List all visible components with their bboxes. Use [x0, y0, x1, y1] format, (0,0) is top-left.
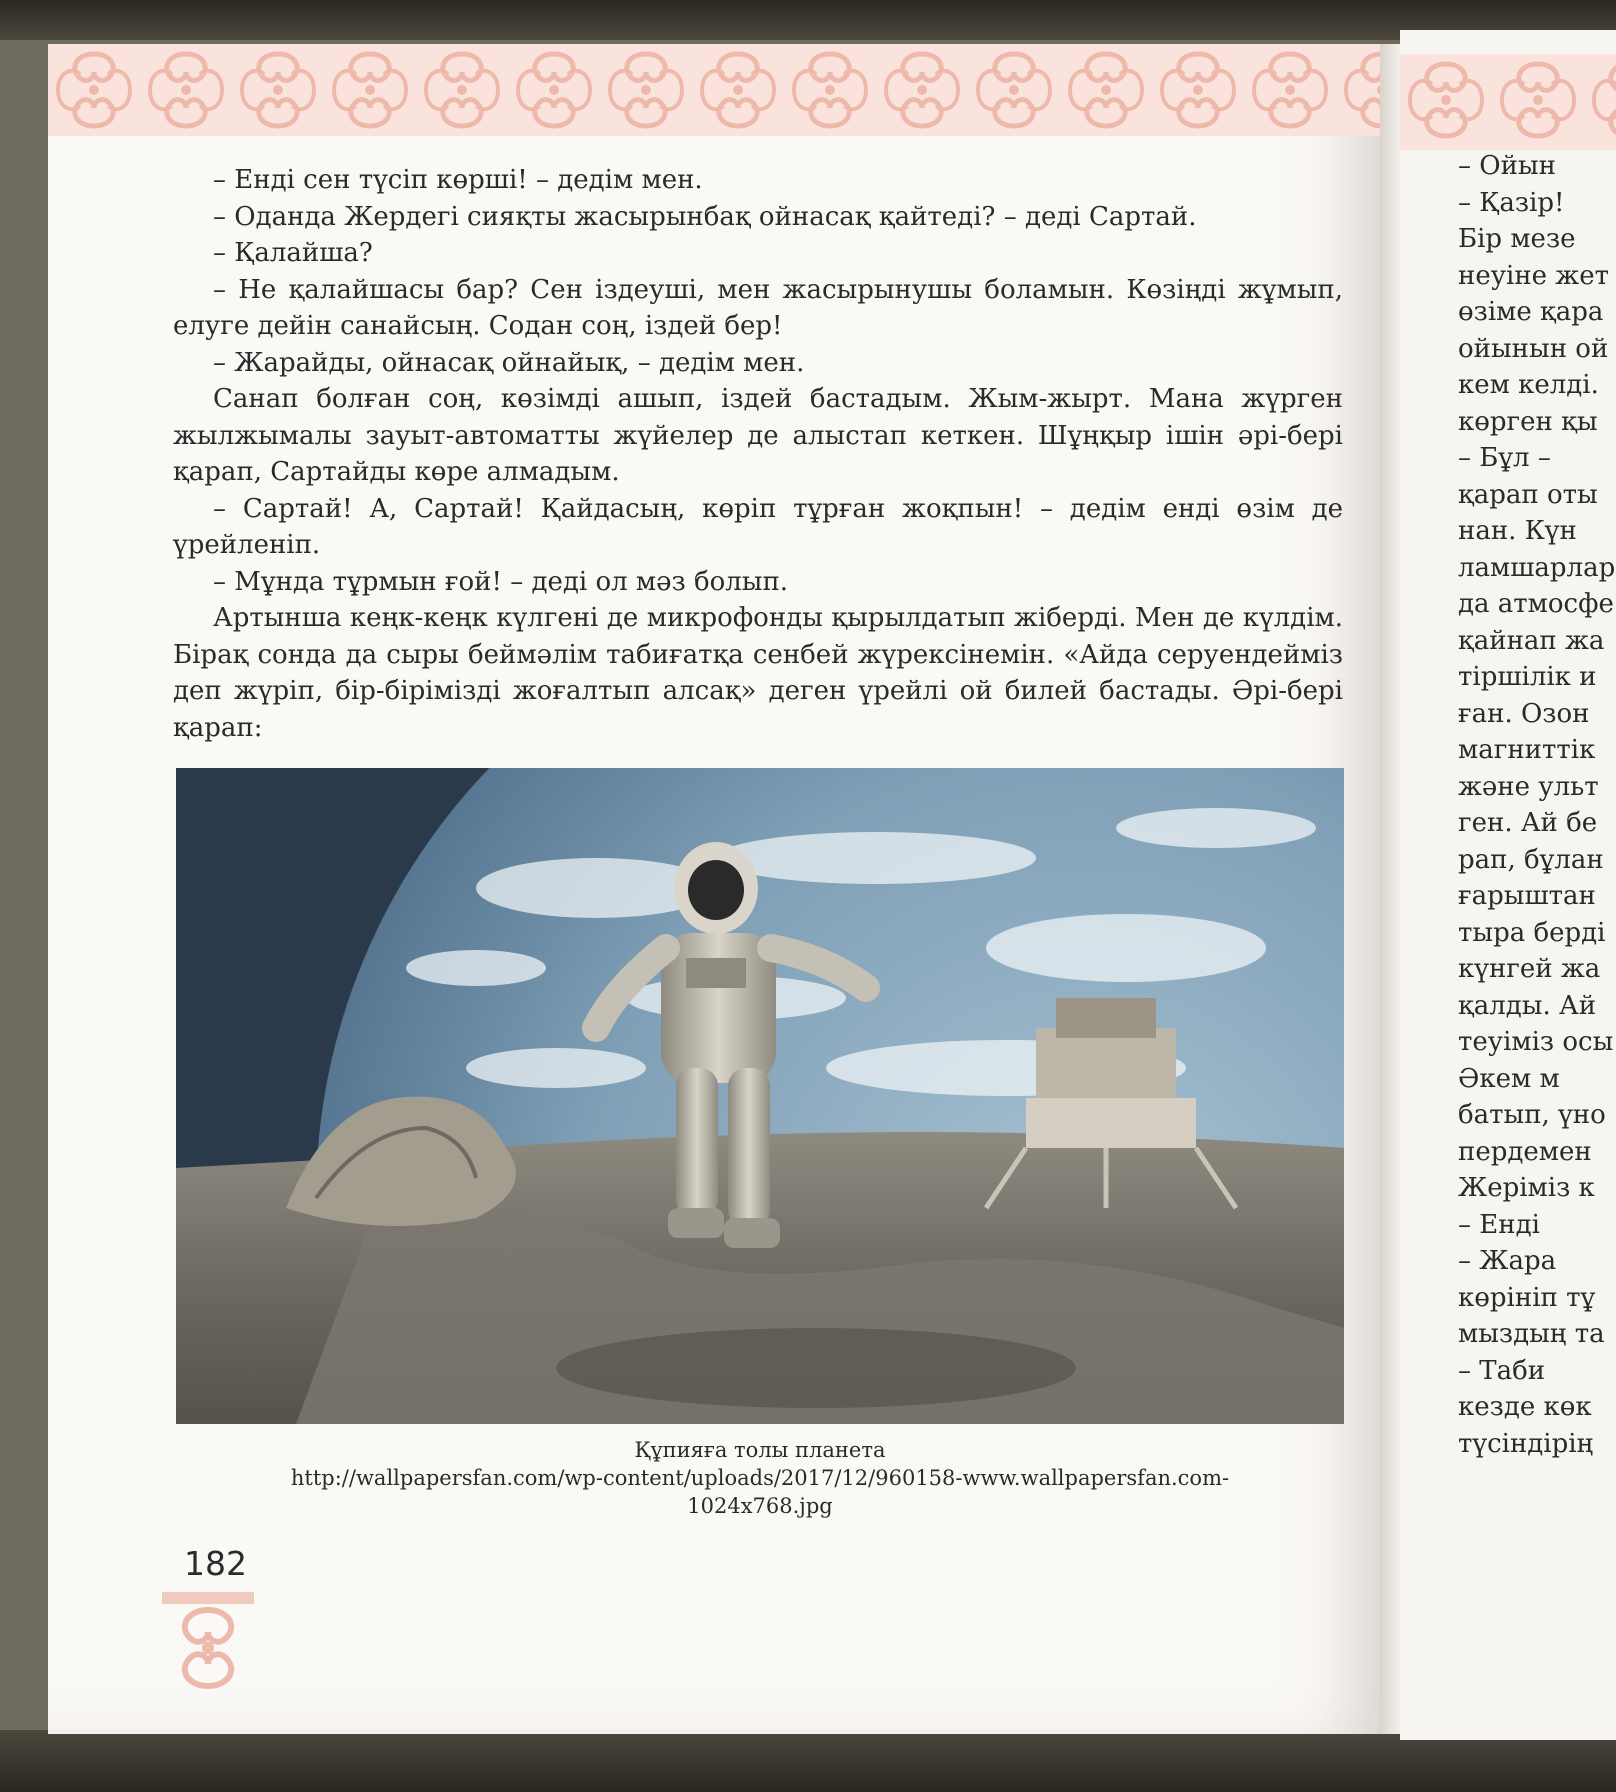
text-line: кем келді.: [1458, 370, 1599, 400]
text-line: ген. Ай бе: [1458, 808, 1598, 838]
book-gutter: [1380, 44, 1402, 1734]
caption-title: Құпияға толы планета: [634, 1438, 886, 1462]
text-line: кезде көк: [1458, 1392, 1592, 1422]
scan-background-top: [0, 0, 1616, 40]
body-text: [173, 162, 1343, 746]
right-page: [1400, 30, 1616, 1740]
right-page-text: [1458, 148, 1616, 1462]
text-line: – Қазір!: [1458, 187, 1565, 218]
text-line: тіршілік и: [1458, 662, 1597, 692]
figure-caption: [176, 1436, 1344, 1520]
text-line: батып, үно: [1458, 1100, 1606, 1130]
left-page: [48, 44, 1388, 1734]
caption-source-link-end: 1024x768.jpg: [687, 1494, 833, 1518]
text-line: Бір мезе: [1458, 224, 1576, 254]
text-line: ойынын ой: [1458, 333, 1609, 364]
text-line: неуіне жет: [1458, 260, 1609, 291]
text-line: – Енді: [1458, 1209, 1540, 1240]
text-line: рап, бұлан: [1458, 844, 1604, 875]
text-line: – Бұл –: [1458, 443, 1551, 473]
text-line: қарап оты: [1458, 479, 1598, 510]
text-line: Жеріміз к: [1458, 1173, 1595, 1203]
text-line: қалды. Ай: [1458, 990, 1597, 1021]
text-line: – Таби: [1458, 1355, 1546, 1386]
text-line: көрген қы: [1458, 406, 1598, 437]
text-line: – Ойын: [1458, 151, 1556, 181]
paragraph: – Қалайша?: [213, 238, 373, 268]
paragraph: – Сартай! А, Сартай! Қайдасың, көріп тұрған жоқпын! – дедім енді өзім де үрейленіп.: [173, 493, 1343, 560]
paragraph: – Енді сен түсіп көрші! – дедім мен.: [213, 165, 703, 195]
text-line: қайнап жа: [1458, 625, 1605, 656]
paragraph: Артынша кеңк-кеңк күлгені де микрофонды қырылдатып жіберді. Мен де күлдім. Бірақ сонда да сыры беймәлім табиғатқа сенбей жүрексінемін. «Айда серуендейміз деп жүріп, бір-бірімізді жоғалтып алсақ» деген үрейлі ой билей бастады. Әрі-бері қарап:: [173, 603, 1343, 743]
page-number: 182: [184, 1544, 247, 1583]
text-line: түсіндірің: [1458, 1428, 1594, 1459]
paragraph: – Не қалайшасы бар? Сен іздеуші, мен жасырынушы боламын. Көзіңді жұмып, елуге дейін санайсың. Содан соң, іздей бер!: [173, 274, 1343, 341]
text-line: және ульт: [1458, 771, 1599, 802]
ornament-header-band-right: [1400, 54, 1616, 150]
text-line: магниттік: [1458, 735, 1596, 765]
text-line: да атмосфе: [1458, 589, 1614, 619]
text-line: Әкем м: [1458, 1063, 1560, 1094]
paragraph: Санап болған соң, көзімді ашып, іздей бастадым. Жым-жырт. Мана жүрген жылжымалы зауыт-автоматты жүйелер де алыстап кеткен. Шұңқыр ішін әрі-бері қарап, Сартайды көре алмадым.: [173, 384, 1343, 487]
paragraph: – Жарайды, ойнасақ ойнайық, – дедім мен.: [213, 347, 805, 378]
caption-source-link: http://wallpapersfan.com/wp-content/uploads/2017/12/960158-www.wallpapersfan.com-: [290, 1466, 1230, 1490]
paragraph: – Оданда Жердегі сияқты жасырынбақ ойнасақ қайтеді? – деді Сартай.: [213, 201, 1197, 232]
text-line: ламшарлар: [1458, 552, 1616, 583]
scan-background-bottom: [0, 1730, 1616, 1792]
text-line: ған. Озон: [1458, 698, 1590, 729]
ornament-corner: [162, 1592, 254, 1690]
text-line: тыра берді: [1458, 917, 1606, 948]
text-line: күнгей жа: [1458, 954, 1601, 984]
ornament-header-band: [48, 44, 1388, 136]
text-line: ғарыштан: [1458, 881, 1596, 911]
text-line: пердемен: [1458, 1136, 1592, 1167]
text-line: – Жара: [1458, 1246, 1557, 1276]
text-line: көрініп тұ: [1458, 1282, 1596, 1313]
paragraph: – Мұнда тұрмын ғой! – деді ол мәз болып.: [213, 566, 789, 597]
text-line: нан. Күн: [1458, 516, 1577, 546]
moon-astronaut-photo: [176, 768, 1344, 1424]
text-line: теуіміз осы: [1458, 1027, 1614, 1057]
text-line: мыздың та: [1458, 1319, 1605, 1349]
text-line: өзіме қара: [1458, 297, 1604, 327]
